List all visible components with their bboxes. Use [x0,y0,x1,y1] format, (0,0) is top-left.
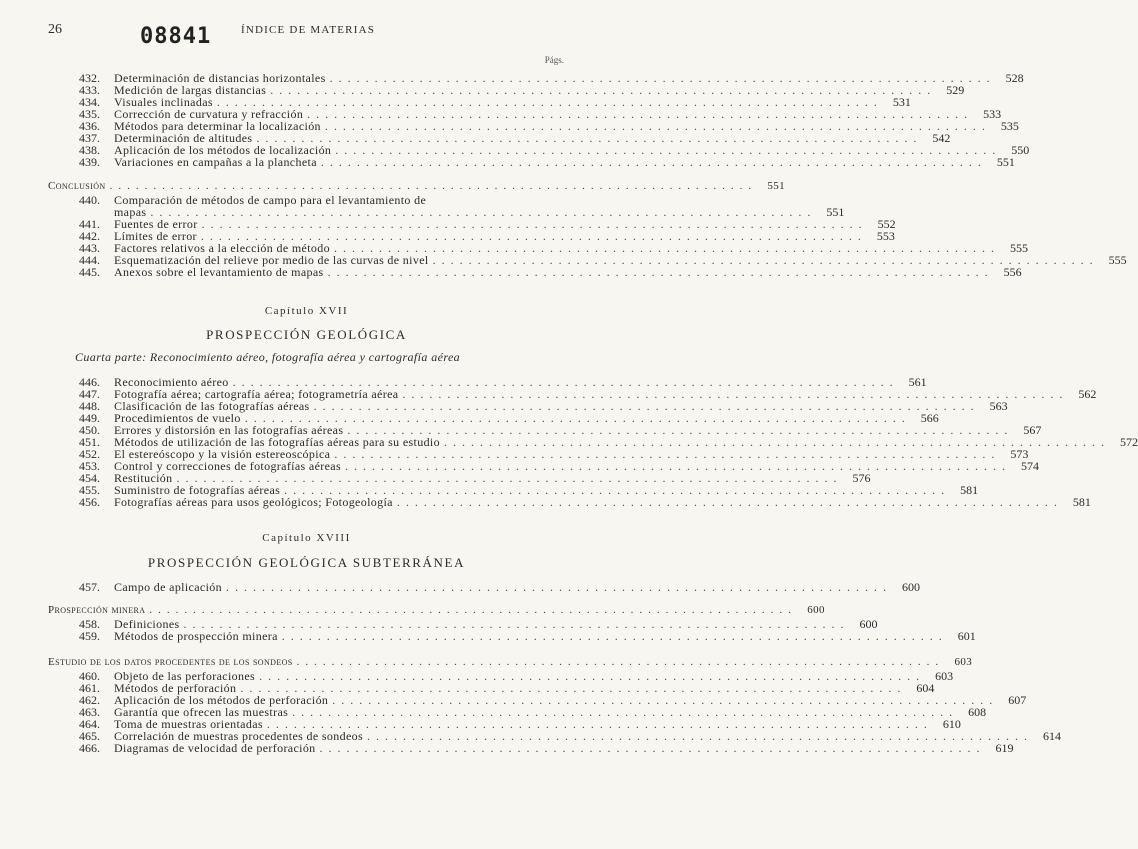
toc-entry: 465. Correlación de muestras procedentes de sondeos .......................................................................... 614 [79,729,1062,743]
toc-entry: 442. Límites de error .......................................................................... 553 [79,229,895,243]
toc-entry: 450. Errores y distorsión en las fotografías aéreas .......................................................................... 567 [79,423,1042,437]
toc-entry: 456. Fotografías aéreas para usos geológicos; Fotogeología .......................................................................... 581 [79,495,1091,509]
chapter-17-title: PROSPECCIÓN GEOLÓGICA [206,327,407,342]
toc-entry: 440. Comparación de métodos de campo para el levantamiento de [79,193,427,207]
section-heading-drilling: Estudio de los datos procedentes de los sondeos .......................................................................... 603 [48,656,973,668]
toc-entry: 445. Anexos sobre el levantamiento de mapas .......................................................................... 556 [79,265,1022,279]
toc-block-mining [48,604,976,643]
section-heading-conclusion: Conclusión .......................................................................... 551 [48,180,786,192]
toc-entry: 434. Visuales inclinadas .......................................................................... 531 [79,95,911,109]
toc-entry: 446. Reconocimiento aéreo .......................................................................... 561 [79,375,927,389]
toc-entry: 436. Métodos para determinar la localización .......................................................................... 535 [79,119,1019,133]
toc-entry-457 [48,580,920,594]
toc-entry: 441. Fuentes de error .......................................................................... 552 [79,217,896,231]
toc-entry: 457. Campo de aplicación .......................................................................... 600 [79,580,920,594]
toc-entry: 448. Clasificación de las fotografías aéreas .......................................................................... 563 [79,399,1008,413]
toc-entry: 444. Esquematización del relieve por medio de las curvas de nivel .......................................................................... 555 [79,253,1127,267]
toc-entry: 439. Variaciones en campañas a la plancheta .......................................................................... 551 [79,155,1015,169]
toc-block-drilling [48,656,1062,755]
toc-entry: 462. Aplicación de los métodos de perforación .......................................................................... 607 [79,693,1027,707]
section-heading-mining: Prospección minera .......................................................................... 600 [48,604,825,616]
running-title: ÍNDICE DE MATERIAS [241,24,376,36]
toc-entry: 433. Medición de largas distancias .......................................................................... 529 [79,83,965,97]
toc-entry: 451. Métodos de utilización de las fotografías aéreas para su estudio .......................................................................... 572 [79,435,1138,449]
page-number: 26 [48,22,62,37]
pages-column-label: Págs. [544,55,564,65]
toc-entry: 449. Procedimientos de vuelo .......................................................................... 566 [79,411,939,425]
stamp-number: 08841 [140,24,212,49]
toc-entry: 464. Toma de muestras orientadas .......................................................................... 610 [79,717,961,731]
chapter-18-label: Capítulo XVIII [262,532,351,544]
toc-entry: 447. Fotografía aérea; cartografía aérea; fotogrametría aérea .......................................................................... 562 [79,387,1097,401]
toc-entry: 443. Factores relativos a la elección de método .......................................................................... 555 [79,241,1028,255]
toc-entry: 437. Determinación de altitudes .......................................................................... 542 [79,131,951,145]
toc-entry: 453. Control y correcciones de fotografías aéreas .......................................................................... 574 [79,459,1039,473]
toc-entry: 466. Diagramas de velocidad de perforación .......................................................................... 619 [79,741,1014,755]
toc-block-conclusion [48,180,1127,279]
toc-block-1 [48,71,1030,169]
toc-entry: 454. Restitución .......................................................................... 576 [79,471,871,485]
chapter-17-part-heading: Cuarta parte: Reconocimiento aéreo, fotografía aérea y cartografía aérea [75,350,461,364]
toc-block-chapter-17 [48,375,1138,509]
toc-entry: 458. Definiciones .......................................................................... 600 [79,617,878,631]
toc-entry-continuation: mapas .......................................................................... 551 [114,205,845,219]
toc-entry: 452. El estereóscopo y la visión estereoscópica .......................................................................... 573 [79,447,1029,461]
toc-entry: 438. Aplicación de los métodos de localización .......................................................................... 550 [79,143,1030,157]
chapter-18-title: PROSPECCIÓN GEOLÓGICA SUBTERRÁNEA [147,555,466,570]
toc-entry: 460. Objeto de las perforaciones .......................................................................... 603 [79,669,954,683]
toc-entry: 435. Corrección de curvatura y refracción .......................................................................... 533 [79,107,1002,121]
toc-entry: 455. Suministro de fotografías aéreas .......................................................................... 581 [79,483,979,497]
toc-entry: 463. Garantía que ofrecen las muestras .......................................................................... 608 [79,705,987,719]
toc-entry: 459. Métodos de prospección minera .......................................................................... 601 [79,629,976,643]
toc-entry: 432. Determinación de distancias horizontales .......................................................................... 528 [79,71,1024,85]
chapter-17-label: Capítulo XVII [264,305,349,317]
toc-entry: 461. Métodos de perforación .......................................................................... 604 [79,681,935,695]
